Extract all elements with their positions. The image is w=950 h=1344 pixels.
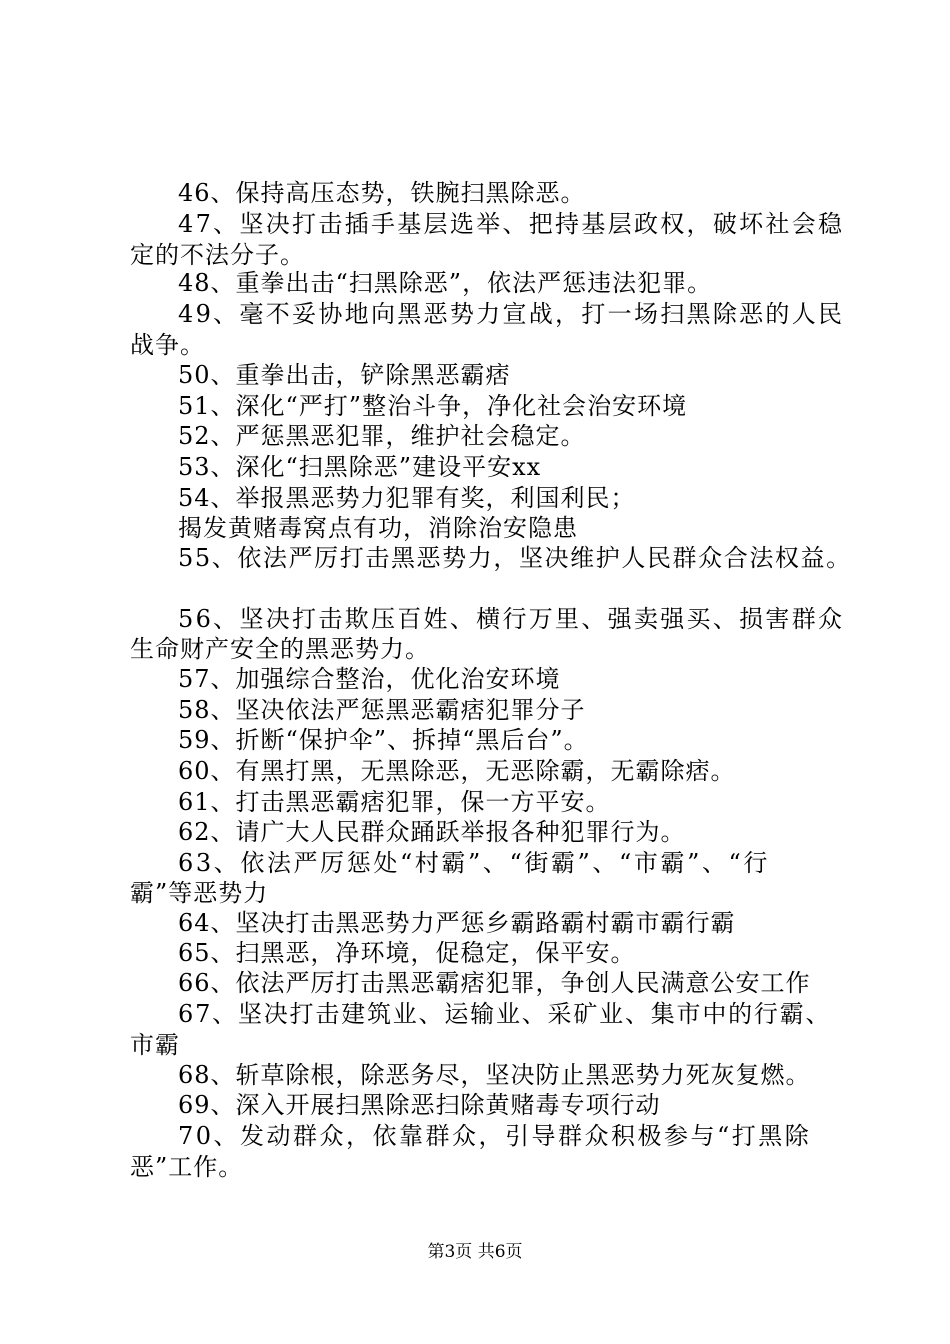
document-line: 定的不法分子。 xyxy=(130,241,305,269)
document-line: 霸”等恶势力 xyxy=(130,879,269,907)
document-line: 57、加强综合整治，优化治安环境 xyxy=(178,665,561,693)
document-line: 64、坚决打击黑恶势力严惩乡霸路霸村霸市霸行霸 xyxy=(178,909,736,937)
document-line: 56、坚决打击欺压百姓、横行万里、强卖强买、损害群众 xyxy=(178,605,845,633)
document-line: 66、依法严厉打击黑恶霸痞犯罪，争创人民满意公安工作 xyxy=(178,969,811,997)
document-line: 49、毫不妥协地向黑恶势力宣战，打一场扫黑除恶的人民 xyxy=(178,300,845,328)
document-line: 58、坚决依法严惩黑恶霸痞犯罪分子 xyxy=(178,696,586,724)
document-line: 61、打击黑恶霸痞犯罪，保一方平安。 xyxy=(178,788,611,816)
document-line: 55、依法严厉打击黑恶势力，坚决维护人民群众合法权益。 xyxy=(178,544,852,572)
document-line: 62、请广大人民群众踊跃举报各种犯罪行为。 xyxy=(178,818,686,846)
document-line: 48、重拳出击“扫黑除恶”，依法严惩违法犯罪。 xyxy=(178,269,713,297)
document-line: 60、有黑打黑，无黑除恶，无恶除霸，无霸除痞。 xyxy=(178,757,736,785)
document-line: 53、深化“扫黑除恶”建设平安xx xyxy=(178,453,542,481)
document-line: 67、坚决打击建筑业、运输业、采矿业、集市中的行霸、 xyxy=(178,1000,832,1028)
document-line: 51、深化“严打”整治斗争，净化社会治安环境 xyxy=(178,392,688,420)
document-line: 生命财产安全的黑恶势力。 xyxy=(130,635,430,663)
document-line: 46、保持高压态势，铁腕扫黑除恶。 xyxy=(178,179,586,207)
document-line: 50、重拳出击，铲除黑恶霸痞 xyxy=(178,361,511,389)
document-line: 47、坚决打击插手基层选举、把持基层政权，破坏社会稳 xyxy=(178,210,845,238)
document-line: 59、折断“保护伞”、拆掉“黑后台”。 xyxy=(178,726,589,754)
document-line: 63、依法严厉惩处“村霸”、“街霸”、“市霸”、“行 xyxy=(178,849,771,877)
document-line: 恶”工作。 xyxy=(130,1153,244,1181)
document-line: 市霸 xyxy=(130,1031,180,1059)
document-line: 65、扫黑恶，净环境，促稳定，保平安。 xyxy=(178,939,636,967)
document-line: 战争。 xyxy=(130,331,205,359)
document-line: 69、深入开展扫黑除恶扫除黄赌毒专项行动 xyxy=(178,1091,661,1119)
page-footer: 第3页 共6页 xyxy=(427,1242,523,1262)
document-line: 70、发动群众，依靠群众，引导群众积极参与“打黑除 xyxy=(178,1122,812,1150)
document-line: 揭发黄赌毒窝点有功，消除治安隐患 xyxy=(178,514,578,542)
document-line: 52、严惩黑恶犯罪，维护社会稳定。 xyxy=(178,422,586,450)
document-line: 68、斩草除根，除恶务尽，坚决防止黑恶势力死灰复燃。 xyxy=(178,1061,811,1089)
document-line: 54、举报黑恶势力犯罪有奖，利国利民； xyxy=(178,484,636,512)
